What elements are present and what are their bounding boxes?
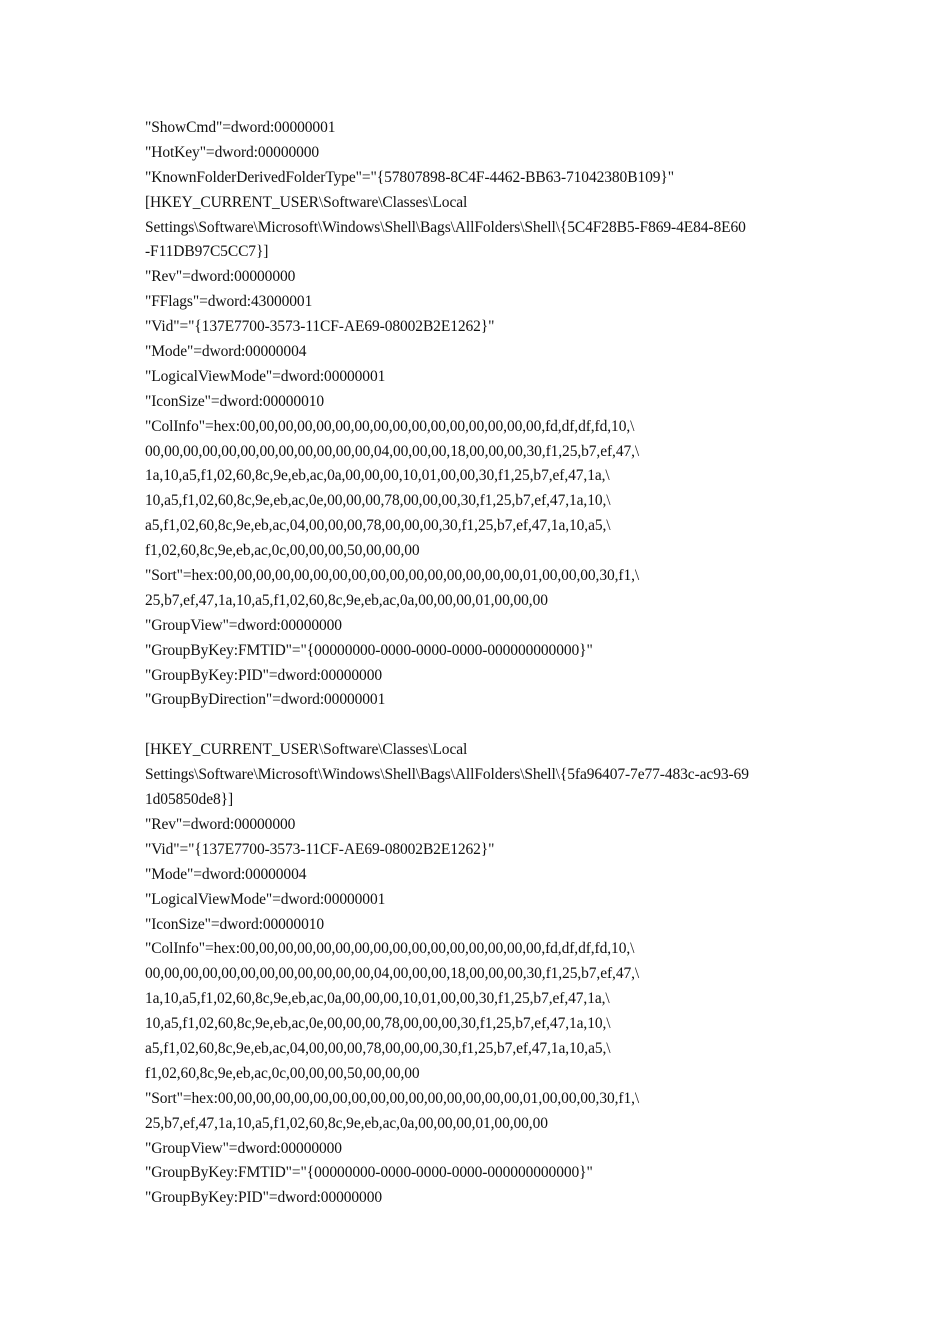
text-line: a5,f1,02,60,8c,9e,eb,ac,04,00,00,00,78,00,00,00,30,f1,25,b7,ef,47,1a,10,a5,\ [145,517,611,535]
text-line: a5,f1,02,60,8c,9e,eb,ac,04,00,00,00,78,00,00,00,30,f1,25,b7,ef,47,1a,10,a5,\ [145,1039,611,1057]
text-line: "GroupByKey:PID"=dword:00000000 [145,1189,383,1207]
text-line: "Rev"=dword:00000000 [145,268,296,286]
text-line: "KnownFolderDerivedFolderType"="{57807898-8C4F-4462-BB63-71042380B109}" [145,168,674,186]
text-line: 10,a5,f1,02,60,8c,9e,eb,ac,0e,00,00,00,78,00,00,00,30,f1,25,b7,ef,47,1a,10,\ [145,492,611,510]
text-line: 00,00,00,00,00,00,00,00,00,00,00,00,04,00,00,00,18,00,00,00,30,f1,25,b7,ef,47,\ [145,965,640,983]
text-line: [HKEY_CURRENT_USER\Software\Classes\Local [145,193,468,211]
text-line: 10,a5,f1,02,60,8c,9e,eb,ac,0e,00,00,00,78,00,00,00,30,f1,25,b7,ef,47,1a,10,\ [145,1015,611,1033]
text-line: "Vid"="{137E7700-3573-11CF-AE69-08002B2E1262}" [145,318,495,336]
text-line: "HotKey"=dword:00000000 [145,143,320,161]
text-line: "ShowCmd"=dword:00000001 [145,119,336,136]
text-line: "FFlags"=dword:43000001 [145,293,313,311]
text-line: "IconSize"=dword:00000010 [145,915,325,933]
text-line: 1a,10,a5,f1,02,60,8c,9e,eb,ac,0a,00,00,00,10,01,00,00,30,f1,25,b7,ef,47,1a,\ [145,467,610,485]
text-line: [HKEY_CURRENT_USER\Software\Classes\Local [145,741,468,759]
text-line: "Rev"=dword:00000000 [145,815,296,833]
registry-text-block [145,116,825,1211]
text-line: -F11DB97C5CC7}] [145,243,269,261]
text-line: "IconSize"=dword:00000010 [145,392,325,410]
text-line: "GroupByDirection"=dword:00000001 [145,691,386,709]
text-line: "Sort"=hex:00,00,00,00,00,00,00,00,00,00,00,00,00,00,00,00,01,00,00,00,30,f1,\ [145,567,640,585]
text-line: "GroupByKey:FMTID"="{00000000-0000-0000-0000-000000000000}" [145,1164,593,1182]
text-line: "LogicalViewMode"=dword:00000001 [145,890,386,908]
text-line: "ColInfo"=hex:00,00,00,00,00,00,00,00,00,00,00,00,00,00,00,00,fd,df,df,fd,10,\ [145,417,635,435]
text-line: "LogicalViewMode"=dword:00000001 [145,367,386,385]
text-line: 25,b7,ef,47,1a,10,a5,f1,02,60,8c,9e,eb,ac,0a,00,00,00,01,00,00,00 [145,1114,548,1132]
text-line: f1,02,60,8c,9e,eb,ac,0c,00,00,00,50,00,00,00 [145,1064,420,1082]
text-line: 1a,10,a5,f1,02,60,8c,9e,eb,ac,0a,00,00,00,10,01,00,00,30,f1,25,b7,ef,47,1a,\ [145,990,610,1008]
text-line: "Vid"="{137E7700-3573-11CF-AE69-08002B2E1262}" [145,840,495,858]
text-line: "GroupView"=dword:00000000 [145,1139,342,1157]
blank-line [145,713,825,738]
text-line: "Mode"=dword:00000004 [145,343,307,361]
text-line: 00,00,00,00,00,00,00,00,00,00,00,00,04,00,00,00,18,00,00,00,30,f1,25,b7,ef,47,\ [145,442,640,460]
text-line: Settings\Software\Microsoft\Windows\Shell\Bags\AllFolders\Shell\{5fa96407-7e77-483c-ac93-69 [145,766,749,784]
text-line: "Sort"=hex:00,00,00,00,00,00,00,00,00,00,00,00,00,00,00,00,01,00,00,00,30,f1,\ [145,1089,640,1107]
text-line: "GroupByKey:FMTID"="{00000000-0000-0000-0000-000000000000}" [145,641,593,659]
text-line: "Mode"=dword:00000004 [145,865,307,883]
text-line: "GroupByKey:PID"=dword:00000000 [145,666,383,684]
text-line: "ColInfo"=hex:00,00,00,00,00,00,00,00,00,00,00,00,00,00,00,00,fd,df,df,fd,10,\ [145,940,635,958]
text-line: 1d05850de8}] [145,791,234,809]
text-line: "GroupView"=dword:00000000 [145,616,342,634]
text-line: 25,b7,ef,47,1a,10,a5,f1,02,60,8c,9e,eb,ac,0a,00,00,00,01,00,00,00 [145,591,548,609]
text-line: f1,02,60,8c,9e,eb,ac,0c,00,00,00,50,00,00,00 [145,542,420,560]
text-line: Settings\Software\Microsoft\Windows\Shell\Bags\AllFolders\Shell\{5C4F28B5-F869-4E84-8E60 [145,218,746,236]
